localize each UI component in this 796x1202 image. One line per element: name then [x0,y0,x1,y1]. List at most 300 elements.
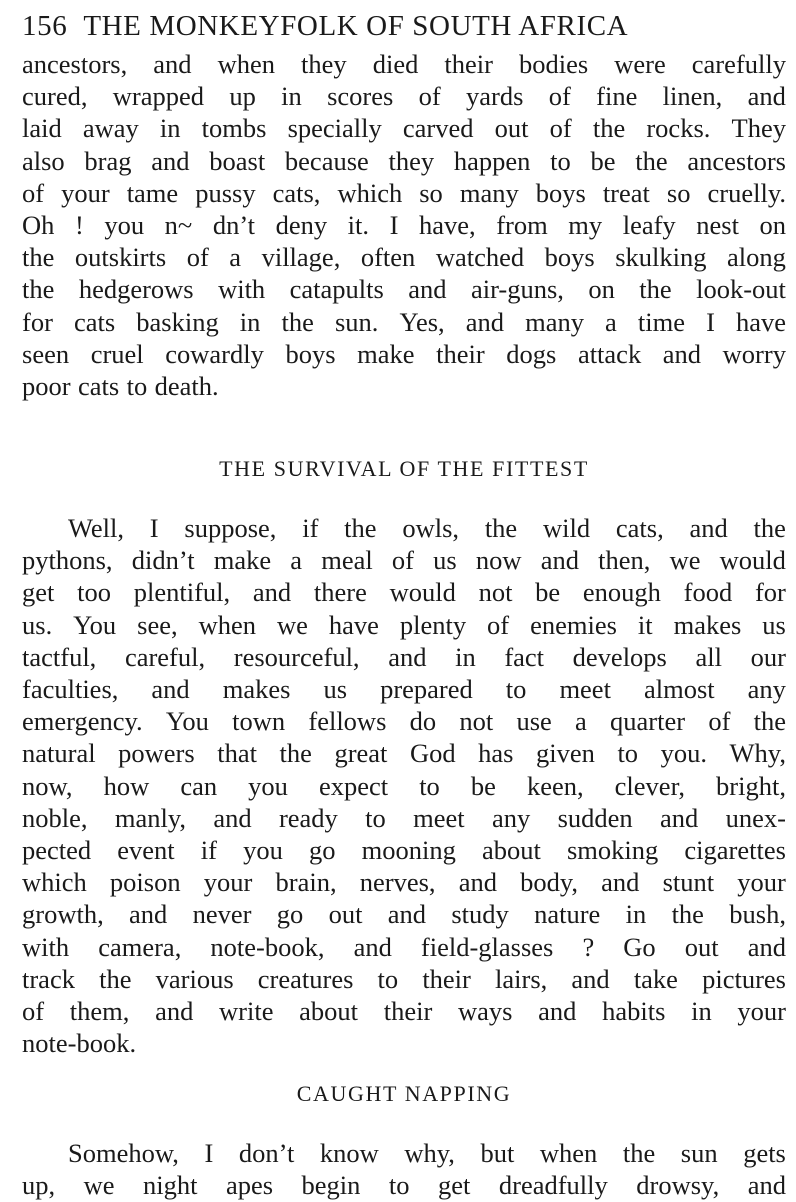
word: cats [77,370,120,401]
word: there [313,577,367,608]
word: up, [22,1170,56,1201]
text-line [22,931,786,963]
word: unex- [725,802,786,833]
word: body, [520,867,579,898]
word: boys [285,338,336,369]
word: food [683,577,733,608]
text-line [22,1169,786,1201]
word: wild [542,513,591,544]
word: to [505,674,527,704]
text-line [22,145,786,177]
word: and [689,513,728,544]
word: enemies [530,609,617,640]
word: make [213,545,272,576]
word: ? [582,931,595,962]
word: deny [275,209,328,240]
word: have, [418,209,476,240]
word: in [281,81,302,112]
text-line [22,544,786,576]
word: of [186,242,209,273]
word: n~ [164,209,193,240]
running-head [22,8,786,48]
text-line [22,48,786,80]
word: many [459,177,519,208]
word: event [117,834,175,865]
word: meal [321,545,373,576]
word: be [590,145,616,176]
word: given [536,738,595,769]
word: you [243,834,283,865]
word: go [308,834,336,865]
word: be [535,577,561,608]
word: of [391,545,414,576]
word: I [706,306,715,337]
word: has [478,738,514,769]
text-line [22,898,786,930]
word: our [750,641,786,672]
word: the [753,706,786,737]
word: can [180,770,218,801]
word: and [388,641,427,672]
word: cruel [90,338,144,369]
text-line [22,576,786,608]
word: we [669,545,701,576]
word: God [409,738,456,769]
word: quarter [610,706,686,737]
word: and [153,49,192,79]
word: go [276,899,304,930]
word: many [525,306,584,337]
word: how [103,770,150,801]
word: watched [435,242,525,273]
word: the [753,513,786,544]
text-line [22,802,786,834]
word: when [198,609,256,640]
word: laid [22,113,62,144]
word: plenty [399,609,467,640]
word: night [143,1170,198,1201]
word: You [73,609,117,640]
word: up [229,81,256,112]
word: fine [596,81,638,112]
word: emergency. [22,706,143,737]
word: now [475,545,522,576]
word: cured, [22,81,88,112]
word: the [279,738,312,769]
word: you [248,770,288,801]
word: don’t [238,1138,295,1169]
word: various [155,963,234,994]
word: all [695,641,722,672]
word: Go [623,931,656,962]
word: basking [136,306,219,337]
word: stunt [662,867,715,898]
text-line [22,80,786,112]
word: growth, [22,899,104,930]
word: not [459,706,494,737]
word: wrapped [112,81,205,112]
word: the [592,113,626,144]
word: powers [118,738,195,769]
word: then, [598,545,651,576]
word: worry [722,338,786,369]
word: us [433,545,457,576]
word: careful, [124,641,206,672]
word: away [82,113,139,144]
word: from [496,209,548,240]
word: bush, [729,899,786,930]
word: to [388,1170,410,1201]
word: to [419,770,440,801]
word: and [151,674,190,704]
word: to [365,802,386,833]
word: gets [743,1138,786,1169]
word: poor [22,370,71,401]
word: Oh [22,209,55,240]
word: a [575,706,587,737]
word: sudden [557,802,633,833]
word: too [77,577,111,608]
word: when [217,49,275,79]
word: cats, [272,177,321,208]
word: of [487,609,510,640]
word: ways [457,995,513,1026]
word: Why, [729,738,786,769]
word: habits [602,995,666,1026]
word: see, [137,609,178,640]
word: of [22,995,45,1026]
word: faculties, [22,674,119,704]
word: the [622,1138,656,1169]
word: us [323,674,348,704]
word: cruelly. [707,177,786,208]
word: were [614,49,666,79]
text-line [22,673,786,705]
word: of [708,706,731,737]
word: with [22,931,70,962]
word: happen [453,145,531,176]
word: their [444,49,493,79]
word: your [737,867,786,898]
word: scores [327,81,394,112]
word: a [229,242,242,273]
word: on [759,209,786,240]
word: creatures [257,963,354,994]
word: skulking [615,242,707,273]
word: be [470,770,496,801]
word: the [281,306,314,337]
section-heading-caught-napping: CAUGHT NAPPING [296,1081,512,1107]
word: out [328,899,363,930]
word: and [660,802,699,833]
word: now, [22,770,73,801]
word: rocks. [646,113,711,144]
word: suppose, [184,513,277,544]
word: drowsy, [636,1170,720,1201]
text-line [22,995,786,1027]
word: would [389,577,456,608]
word: and [213,802,252,833]
word: have [328,609,379,640]
word: to [550,145,571,176]
word: resourceful, [233,641,360,672]
word: carved [402,113,474,144]
text-line [22,273,786,305]
word: Yes, [399,306,445,337]
word: have [735,306,786,337]
word: that [217,738,257,769]
word: leafy [622,209,676,240]
word: of [22,177,45,208]
word: take [633,963,678,994]
word: and [151,145,190,176]
word: it [637,609,653,640]
word: dreadfully [498,1170,608,1201]
word: and [353,931,392,962]
word: ancestors [687,145,786,176]
word: would [719,545,786,576]
word: about [299,995,359,1026]
page-number: 156 [22,10,68,42]
word: which [22,867,87,898]
word: expect [318,770,389,801]
word: to [377,963,399,994]
word: seen [22,338,70,369]
word: which [337,177,403,208]
word: do [409,706,437,737]
word: the [22,242,55,273]
word: hedgerows [78,274,194,305]
word: a [605,306,617,337]
word: I [149,513,159,544]
word: clever, [614,770,685,801]
word: if [200,834,217,865]
word: get [438,1170,471,1201]
word: for [754,577,786,608]
word: smoking [566,834,659,865]
word: they [388,145,435,176]
word: any [491,802,531,833]
word: a [290,545,303,576]
paragraph-survival [22,512,786,1059]
word: pythons, [22,545,113,576]
word: I [204,1138,214,1169]
word: along [727,242,786,273]
word: use [516,706,552,737]
word: manly, [114,802,186,833]
word: study [451,899,509,930]
text-line [22,370,786,402]
word: why, [404,1138,455,1169]
text-line [22,512,786,544]
word: air-guns, [470,274,564,305]
word: natural [22,738,96,769]
word: cigarettes [684,834,786,865]
word: didn’t [131,545,195,576]
word: the [635,145,668,176]
word: and [662,338,702,369]
word: because [284,145,369,176]
word: for [22,306,53,337]
word: keen, [526,770,584,801]
word: pected [22,834,92,865]
word: on [588,274,615,305]
word: in [691,995,712,1026]
word: linen, [662,81,723,112]
word: you [104,209,145,240]
text-line [22,737,786,769]
word: plentiful, [133,577,231,608]
text-line [22,306,786,338]
word: and [747,931,786,962]
word: your [203,867,253,898]
word: it. [347,209,370,240]
word: and [747,1170,786,1201]
text-line [22,770,786,802]
word: brag [84,145,132,176]
word: pussy [195,177,256,208]
word: so [666,177,691,208]
word: poison [109,867,181,898]
paragraph-caught-napping [22,1137,786,1201]
text-line [22,866,786,898]
word: often [360,242,416,273]
word: out [494,113,529,144]
word: any [747,674,786,704]
word: pictures [702,963,786,994]
text-line [22,641,786,673]
word: your [61,177,110,208]
word: of [548,81,571,112]
word: note-book, [210,931,325,962]
word: note-book. [22,1028,137,1059]
word: You [165,706,209,737]
word: us. [22,609,53,640]
word: and [571,963,610,994]
text-line [22,241,786,273]
text-line [22,338,786,370]
section-heading-survival: THE SURVIVAL OF THE FITTEST [219,456,589,482]
word: and [601,867,640,898]
word: we [276,609,308,640]
word: their [422,963,471,994]
word: the [484,513,518,544]
word: They [731,113,786,144]
word: of [418,81,441,112]
word: out [684,931,719,962]
word: of [549,113,572,144]
word: and [747,81,786,112]
word: fact [504,641,545,672]
word: to [617,738,639,769]
word: them, [69,995,130,1026]
word: prepared [380,674,473,704]
word: dogs [506,338,557,369]
word: the [639,274,672,305]
text-line [22,209,786,241]
word: dn’t [212,209,256,240]
word: boast [209,145,266,176]
word: when [539,1138,598,1169]
word: treat [602,177,650,208]
word: their [383,995,433,1026]
word: they [301,49,347,79]
word: carefully [691,49,786,79]
word: yards [466,81,524,112]
word: cats, [615,513,664,544]
word: cowardly [165,338,264,369]
word: sun [680,1138,718,1169]
word: nest [696,209,739,240]
book-page [22,8,786,1202]
word: bright, [716,770,786,801]
text-line [22,177,786,209]
word: nerves, [359,867,436,898]
word: make [357,338,415,369]
word: ancestors, [22,49,128,79]
word: field-glasses [420,931,554,962]
word: village, [261,242,341,273]
word: and [458,867,497,898]
word: noble, [22,802,88,833]
text-line [22,963,786,995]
word: death. [154,370,219,401]
paragraph-ancestors [22,48,786,402]
word: we [83,1170,115,1201]
word: outskirts [74,242,167,273]
word: meet [559,674,611,704]
text-line [22,1027,786,1059]
word: and [252,577,292,608]
word: brain, [275,867,337,898]
word: you. [660,738,707,769]
word: their [436,338,485,369]
word: get [22,577,55,608]
word: time [637,306,685,337]
word: bodies [519,49,589,79]
word: not [478,577,513,608]
word: but [480,1138,515,1169]
word: in [159,113,181,144]
word: us [762,609,786,640]
word: apes [225,1170,274,1201]
word: with [218,274,266,305]
word: and [540,545,579,576]
word: nature [534,899,601,930]
word: lairs, [495,963,548,994]
word: begin [301,1170,361,1201]
word: develops [572,641,667,672]
word: in [625,899,647,930]
word: the [22,274,55,305]
word: meet [413,802,465,833]
word: mooning [361,834,456,865]
word: the [344,513,377,544]
text-line [22,609,786,641]
text-line [22,705,786,737]
word: died [372,49,419,79]
text-line [22,1137,786,1169]
word: know [319,1138,379,1169]
word: almost [643,674,715,704]
word: look-out [696,274,786,305]
word: if [302,513,319,544]
word: fellows [308,706,387,737]
word: Somehow, [68,1138,179,1169]
word: specially [287,113,382,144]
word: so [419,177,443,208]
word: ! [74,209,84,240]
